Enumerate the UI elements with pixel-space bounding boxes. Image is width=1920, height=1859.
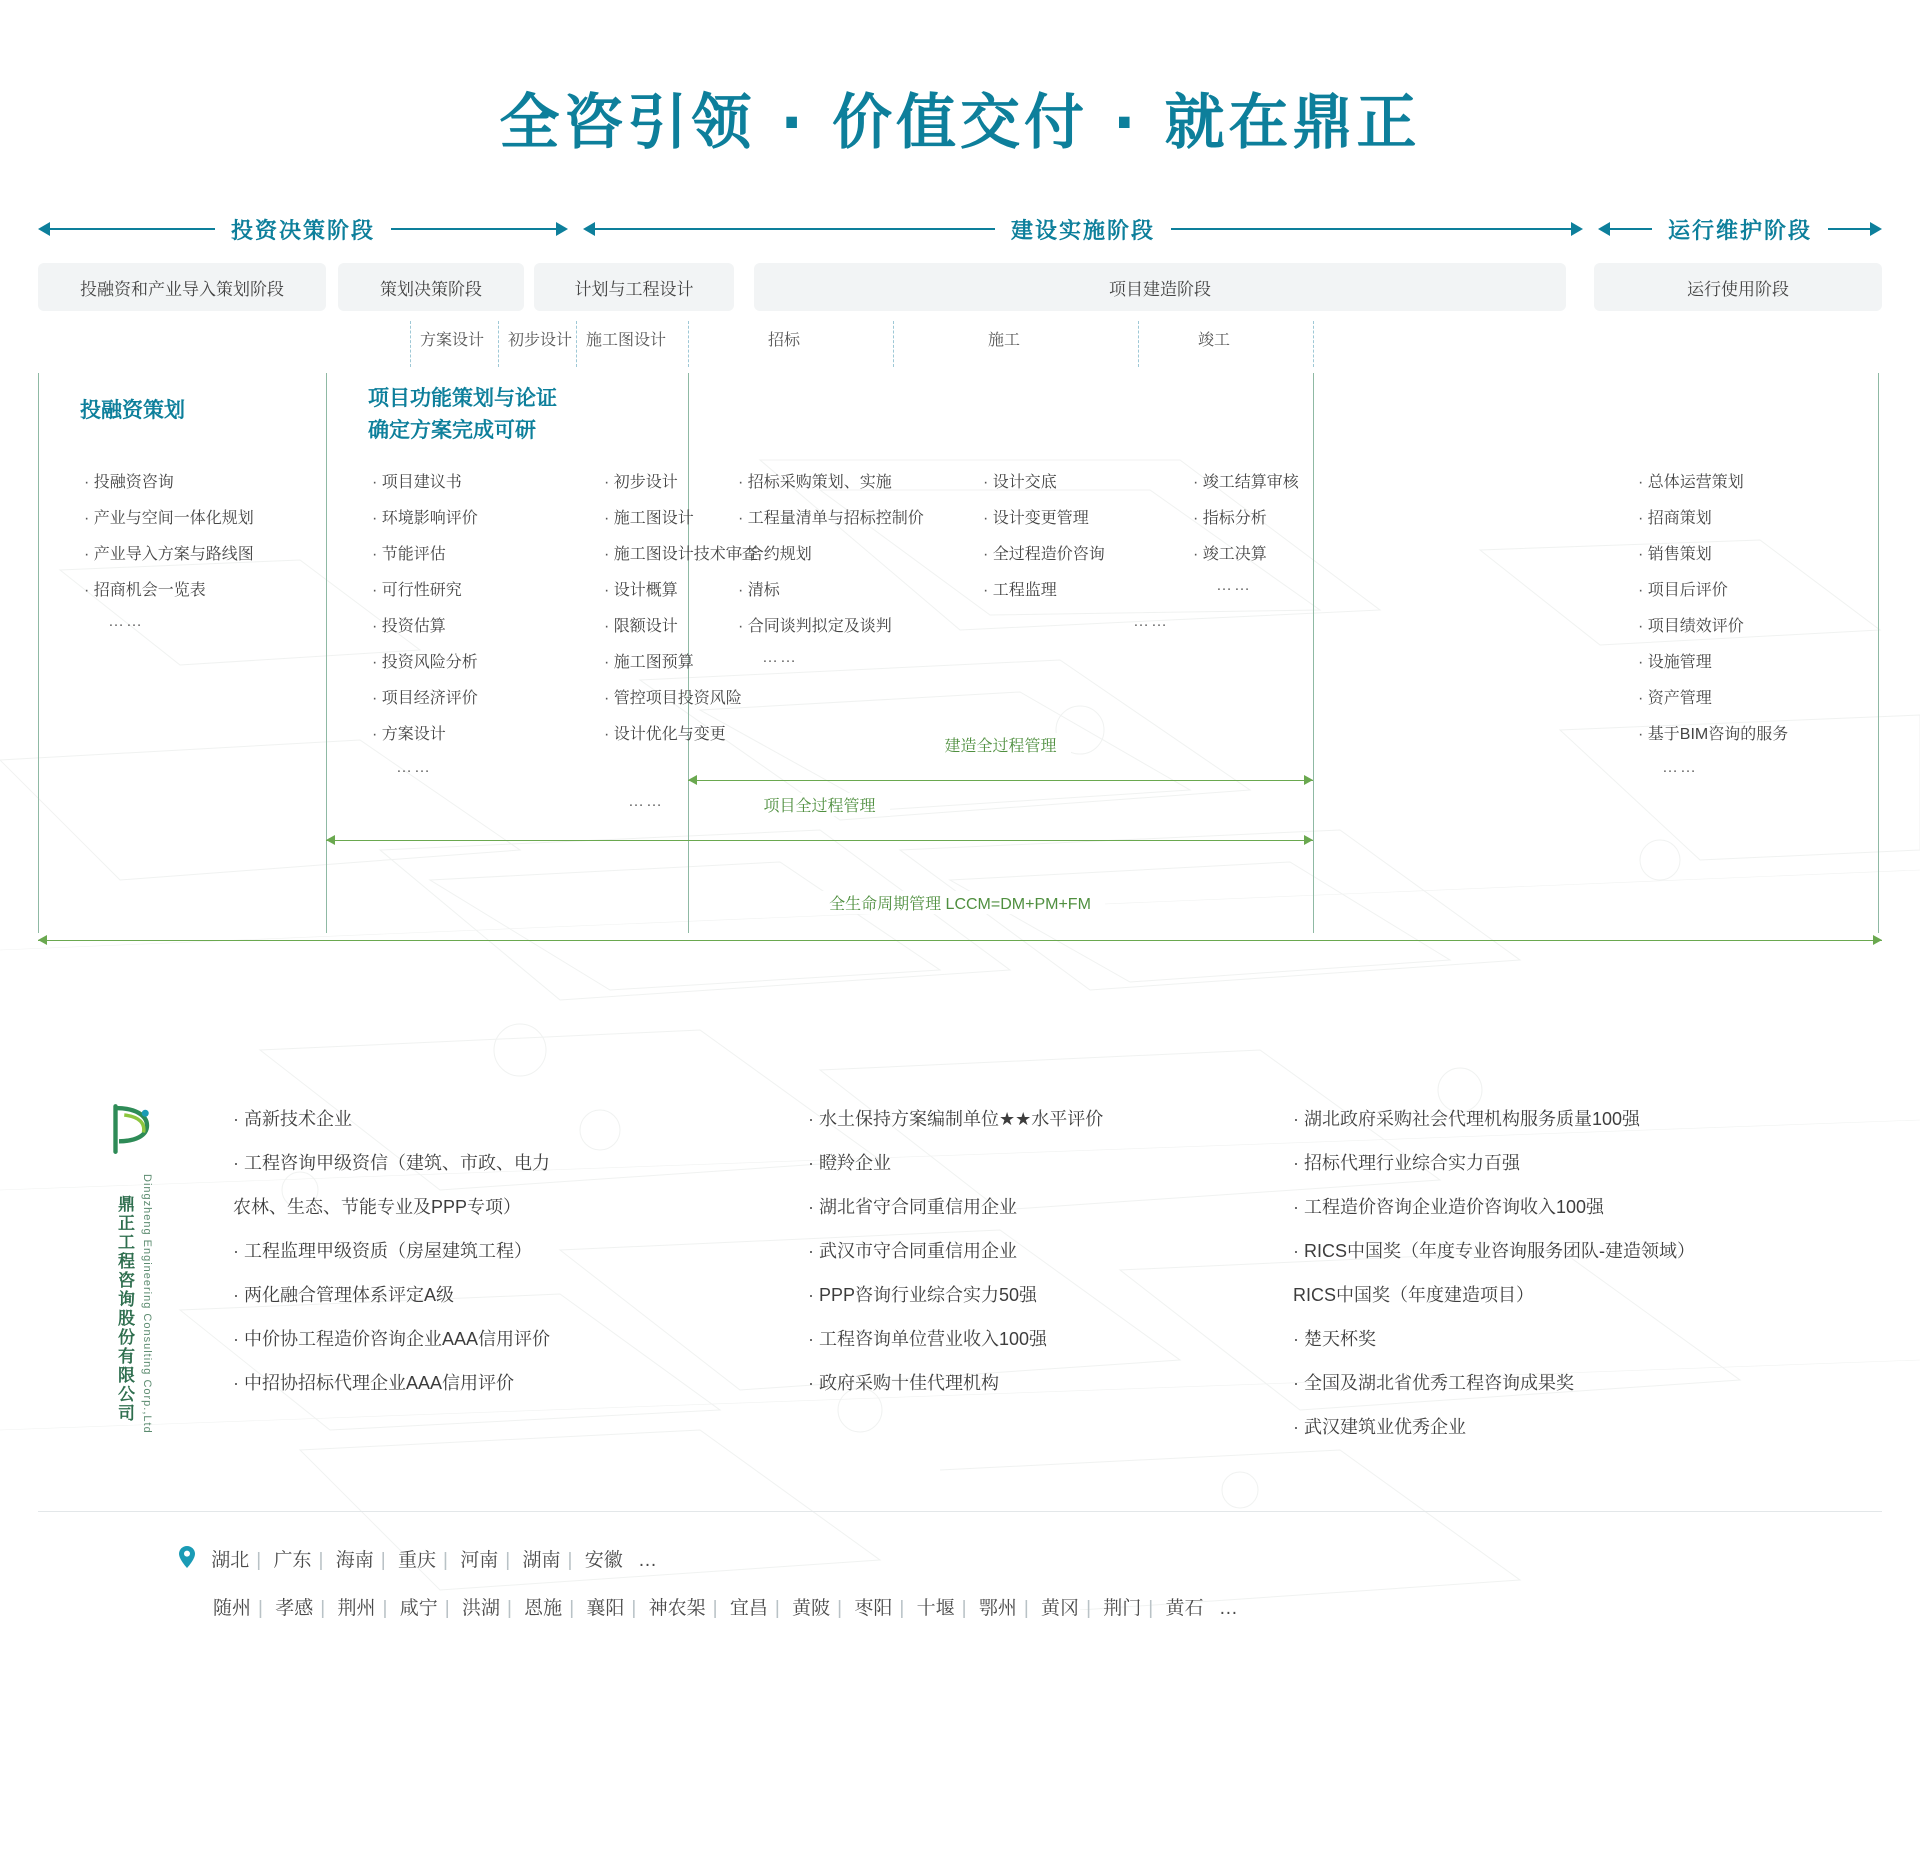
arrow-head-left-icon xyxy=(1598,222,1610,236)
list-item: · 投资估算 xyxy=(372,609,478,645)
column-heading-functional-planning xyxy=(368,383,557,447)
footer-provinces-line xyxy=(38,1538,1882,1586)
list-item: · 政府采购十佳代理机构 xyxy=(808,1361,1288,1405)
separator: | xyxy=(774,1598,780,1619)
footer-divider xyxy=(38,1511,1882,1512)
logo-icon xyxy=(105,1101,161,1157)
list-item: · 基于BIM咨询的服务 xyxy=(1638,717,1788,753)
phase-arrow-operation xyxy=(1598,209,1882,249)
phase-label-construction: 建设实施阶段 xyxy=(1011,217,1156,243)
city-item[interactable]: 十堰 xyxy=(916,1598,955,1619)
city-item[interactable]: 枣阳 xyxy=(854,1598,893,1619)
list-item: · 设计概算 xyxy=(604,573,758,609)
list-item: · 湖北政府采购社会代理机构服务质量100强 xyxy=(1293,1097,1913,1141)
province-item[interactable]: 广东 xyxy=(273,1550,312,1571)
stage-box-planning[interactable]: 策划决策阶段 xyxy=(338,263,524,311)
separator: | xyxy=(1148,1598,1154,1619)
province-item[interactable]: 湖北 xyxy=(211,1550,250,1571)
list-item: · 施工图设计 xyxy=(604,501,758,537)
substage-scheme-design[interactable]: 方案设计 xyxy=(420,332,485,349)
list-item: · 中招协招标代理企业AAA信用评价 xyxy=(233,1361,813,1405)
stage-box-operation[interactable]: 运行使用阶段 xyxy=(1594,263,1882,311)
province-item[interactable]: 湖南 xyxy=(522,1550,561,1571)
arrow-line xyxy=(595,228,995,230)
city-item[interactable]: 荆门 xyxy=(1103,1598,1142,1619)
city-item[interactable]: 宜昌 xyxy=(729,1598,768,1619)
list-item: · RICS中国奖（年度专业咨询服务团队-建造领域） xyxy=(1293,1229,1913,1273)
column-divider xyxy=(1313,373,1314,933)
city-item[interactable]: 黄冈 xyxy=(1041,1598,1080,1619)
city-item[interactable]: 黄石 xyxy=(1165,1598,1204,1619)
province-item[interactable]: 安徽 xyxy=(584,1550,623,1571)
list-item: · 投融资咨询 xyxy=(84,465,254,501)
list-item: · 设计变更管理 xyxy=(983,501,1105,537)
list-item: · 设施管理 xyxy=(1638,645,1788,681)
credentials-column-1 xyxy=(233,1097,813,1405)
list-item: · 指标分析 xyxy=(1193,501,1299,537)
list-item: · 限额设计 xyxy=(604,609,758,645)
divider-dotted xyxy=(498,321,499,367)
list-item: · 初步设计 xyxy=(604,465,758,501)
separator: | xyxy=(505,1550,511,1571)
separator: | xyxy=(380,1550,386,1571)
company-name-en: Dingzheng Engineering Consulting Corp.,Ltd xyxy=(141,1174,153,1434)
list-item: · 两化融合管理体系评定A级 xyxy=(233,1273,813,1317)
span-line xyxy=(688,780,1313,781)
span-label: 建造全过程管理 xyxy=(930,733,1070,756)
arrow-head-right-icon xyxy=(1870,222,1882,236)
list-item: · 工程咨询单位营业收入100强 xyxy=(808,1317,1288,1361)
arrow-head-left-icon xyxy=(38,222,50,236)
substage-preliminary-design[interactable]: 初步设计 xyxy=(508,332,573,349)
ellipsis: …… xyxy=(628,793,664,810)
phase-arrow-investment xyxy=(38,209,568,249)
list-item: · 产业与空间一体化规划 xyxy=(84,501,254,537)
list-item: · 武汉市守合同重信用企业 xyxy=(808,1229,1288,1273)
list-item: · 销售策划 xyxy=(1638,537,1788,573)
column-divider xyxy=(38,373,39,933)
substage-row xyxy=(38,321,1882,367)
span-construction-process-management xyxy=(688,738,1313,795)
substage-completion[interactable]: 竣工 xyxy=(1198,332,1231,349)
ellipsis: …… xyxy=(1216,577,1252,594)
arrow-head-left-icon xyxy=(688,775,697,785)
list-item: · 项目后评价 xyxy=(1638,573,1788,609)
province-item[interactable]: 海南 xyxy=(335,1550,374,1571)
separator: | xyxy=(631,1598,637,1619)
province-item[interactable]: 河南 xyxy=(460,1550,499,1571)
list-item: · 竣工结算审核 xyxy=(1193,465,1299,501)
phase-arrow-band xyxy=(38,209,1882,249)
credentials-column-3 xyxy=(1293,1097,1913,1449)
separator: | xyxy=(837,1598,843,1619)
list-item: · 工程量清单与招标控制价 xyxy=(738,501,924,537)
arrow-line xyxy=(391,228,556,230)
list-item: · 竣工决算 xyxy=(1193,537,1299,573)
list-item: · 武汉建筑业优秀企业 xyxy=(1293,1405,1913,1449)
separator: | xyxy=(1023,1598,1029,1619)
list-item: · 方案设计 xyxy=(372,717,478,753)
list-item-continuation: 农林、生态、节能专业及PPP专项） xyxy=(233,1197,522,1217)
column-heading-line1: 项目功能策划与论证 xyxy=(368,387,557,410)
company-logo xyxy=(88,1101,178,1434)
arrow-head-left-icon xyxy=(583,222,595,236)
separator: | xyxy=(1086,1598,1091,1619)
separator: | xyxy=(569,1598,575,1619)
list-item: · 项目绩效评价 xyxy=(1638,609,1788,645)
span-label: 全生命周期管理 LCCM=DM+PM+FM xyxy=(815,891,1105,914)
span-project-process-management xyxy=(326,798,1313,855)
city-item[interactable]: 随州 xyxy=(213,1598,252,1619)
arrow-head-right-icon xyxy=(556,222,568,236)
city-item[interactable]: 咸宁 xyxy=(399,1598,438,1619)
location-pin-icon xyxy=(178,1540,196,1586)
column-heading-financing: 投融资策划 xyxy=(80,399,185,422)
list-item-continuation: RICS中国奖（年度建造项目） xyxy=(1293,1285,1535,1305)
column-items-financing xyxy=(84,465,254,609)
span-label: 项目全过程管理 xyxy=(749,793,889,816)
province-more: … xyxy=(637,1550,657,1571)
column-items-construction xyxy=(983,465,1105,609)
separator: | xyxy=(961,1598,967,1619)
separator: | xyxy=(567,1550,573,1571)
column-items-bidding xyxy=(738,465,924,645)
city-item[interactable]: 荆州 xyxy=(337,1598,376,1619)
credentials-section xyxy=(38,1091,1882,1511)
ellipsis: …… xyxy=(1133,613,1169,630)
column-items-completion xyxy=(1193,465,1299,573)
separator: | xyxy=(382,1598,388,1619)
divider-dotted xyxy=(893,321,894,367)
city-item[interactable]: 襄阳 xyxy=(586,1598,625,1619)
list-item: · 楚天杯奖 xyxy=(1293,1317,1913,1361)
ellipsis: …… xyxy=(108,613,144,630)
list-item: · 工程造价咨询企业造价咨询收入100强 xyxy=(1293,1185,1913,1229)
separator: | xyxy=(320,1598,326,1619)
phase-label-investment: 投资决策阶段 xyxy=(231,217,376,243)
list-item: · 水土保持方案编制单位★★水平评价 xyxy=(808,1097,1288,1141)
ellipsis: …… xyxy=(762,649,798,666)
column-heading-line2: 确定方案完成可研 xyxy=(368,419,536,442)
separator: | xyxy=(899,1598,905,1619)
separator: | xyxy=(712,1598,718,1619)
arrow-line xyxy=(1828,228,1870,230)
list-item: · 中价协工程造价咨询企业AAA信用评价 xyxy=(233,1317,813,1361)
footer-locations xyxy=(38,1538,1882,1632)
list-item: · 总体运营策划 xyxy=(1638,465,1788,501)
arrow-head-right-icon xyxy=(1571,222,1583,236)
list-item: · 管控项目投资风险 xyxy=(604,681,758,717)
page-title: 全咨引领 · 价值交付 · 就在鼎正 xyxy=(499,88,1421,158)
credentials-column-2 xyxy=(808,1097,1288,1405)
city-item[interactable]: 鄂州 xyxy=(978,1598,1017,1619)
list-item: · 设计交底 xyxy=(983,465,1105,501)
list-item: · 招标代理行业综合实力百强 xyxy=(1293,1141,1913,1185)
substage-construction[interactable]: 施工 xyxy=(988,332,1021,349)
divider-dotted xyxy=(410,321,411,367)
list-item: · 招商策划 xyxy=(1638,501,1788,537)
span-line xyxy=(38,940,1882,941)
stage-box-design[interactable]: 计划与工程设计 xyxy=(534,263,734,311)
column-items-operation xyxy=(1638,465,1788,753)
separator: | xyxy=(256,1550,262,1571)
list-item: · 高新技术企业 xyxy=(233,1097,813,1141)
divider-dotted xyxy=(576,321,577,367)
substage-bidding[interactable]: 招标 xyxy=(768,332,801,349)
span-line xyxy=(326,840,1313,841)
arrow-head-left-icon xyxy=(38,935,47,945)
list-item: · 节能评估 xyxy=(372,537,478,573)
phase-label-operation: 运行维护阶段 xyxy=(1668,217,1813,243)
list-item: · 湖北省守合同重信用企业 xyxy=(808,1185,1288,1229)
list-item: · 产业导入方案与路线图 xyxy=(84,537,254,573)
stage-box-build[interactable]: 项目建造阶段 xyxy=(754,263,1566,311)
column-items-functional-planning xyxy=(372,465,478,753)
separator: | xyxy=(258,1598,263,1619)
list-item: · 环境影响评价 xyxy=(372,501,478,537)
column-divider xyxy=(1878,373,1879,933)
list-item: · 施工图设计技术审查 xyxy=(604,537,758,573)
list-item: · 投资风险分析 xyxy=(372,645,478,681)
divider-dotted xyxy=(688,321,689,367)
list-item: · 施工图预算 xyxy=(604,645,758,681)
list-item: · 全国及湖北省优秀工程咨询成果奖 xyxy=(1293,1361,1913,1405)
list-item: · 资产管理 xyxy=(1638,681,1788,717)
city-item[interactable]: 洪湖 xyxy=(461,1598,500,1619)
province-item[interactable]: 重庆 xyxy=(397,1550,436,1571)
service-matrix xyxy=(38,373,1882,1073)
city-item[interactable]: 神农架 xyxy=(648,1598,706,1619)
divider-dotted xyxy=(1313,321,1314,367)
separator: | xyxy=(443,1550,448,1571)
list-item: · 合同谈判拟定及谈判 xyxy=(738,609,924,645)
ellipsis: …… xyxy=(1662,759,1698,776)
arrow-head-right-icon xyxy=(1873,935,1882,945)
list-item: · 清标 xyxy=(738,573,924,609)
separator: | xyxy=(506,1598,512,1619)
arrow-line xyxy=(1610,228,1652,230)
arrow-line xyxy=(1171,228,1571,230)
company-name-cn: 鼎正工程咨询股份有限公司 xyxy=(115,1194,134,1423)
city-item[interactable]: 孝感 xyxy=(275,1598,314,1619)
list-item: · PPP咨询行业综合实力50强 xyxy=(808,1273,1288,1317)
column-items-design xyxy=(604,465,758,753)
list-item: · 工程监理 xyxy=(983,573,1105,609)
separator: | xyxy=(444,1598,450,1619)
list-item: · 项目建议书 xyxy=(372,465,478,501)
arrow-head-right-icon xyxy=(1304,835,1313,845)
list-item: · 工程监理甲级资质（房屋建筑工程） xyxy=(233,1229,813,1273)
list-item: · 可行性研究 xyxy=(372,573,478,609)
stage-box-row xyxy=(38,263,1882,311)
span-lifecycle-management xyxy=(38,896,1882,955)
divider-dotted xyxy=(1138,321,1139,367)
list-item: · 招标采购策划、实施 xyxy=(738,465,924,501)
footer-cities-line xyxy=(38,1586,1882,1632)
city-item[interactable]: 黄陂 xyxy=(792,1598,831,1619)
stage-box-financing[interactable]: 投融资和产业导入策划阶段 xyxy=(38,263,326,311)
substage-construction-drawing[interactable]: 施工图设计 xyxy=(586,332,667,349)
list-item: · 工程咨询甲级资信（建筑、市政、电力 xyxy=(233,1141,813,1185)
city-item[interactable]: 恩施 xyxy=(524,1598,563,1619)
arrow-head-right-icon xyxy=(1304,775,1313,785)
list-item: · 项目经济评价 xyxy=(372,681,478,717)
list-item: · 合约规划 xyxy=(738,537,924,573)
list-item: · 设计优化与变更 xyxy=(604,717,758,753)
phase-arrow-construction xyxy=(583,209,1583,249)
arrow-line xyxy=(50,228,215,230)
arrow-head-left-icon xyxy=(326,835,335,845)
list-item: · 瞪羚企业 xyxy=(808,1141,1288,1185)
ellipsis: …… xyxy=(396,759,432,776)
list-item: · 招商机会一览表 xyxy=(84,573,254,609)
city-more: … xyxy=(1218,1598,1238,1619)
separator: | xyxy=(318,1550,324,1571)
list-item: · 全过程造价咨询 xyxy=(983,537,1105,573)
